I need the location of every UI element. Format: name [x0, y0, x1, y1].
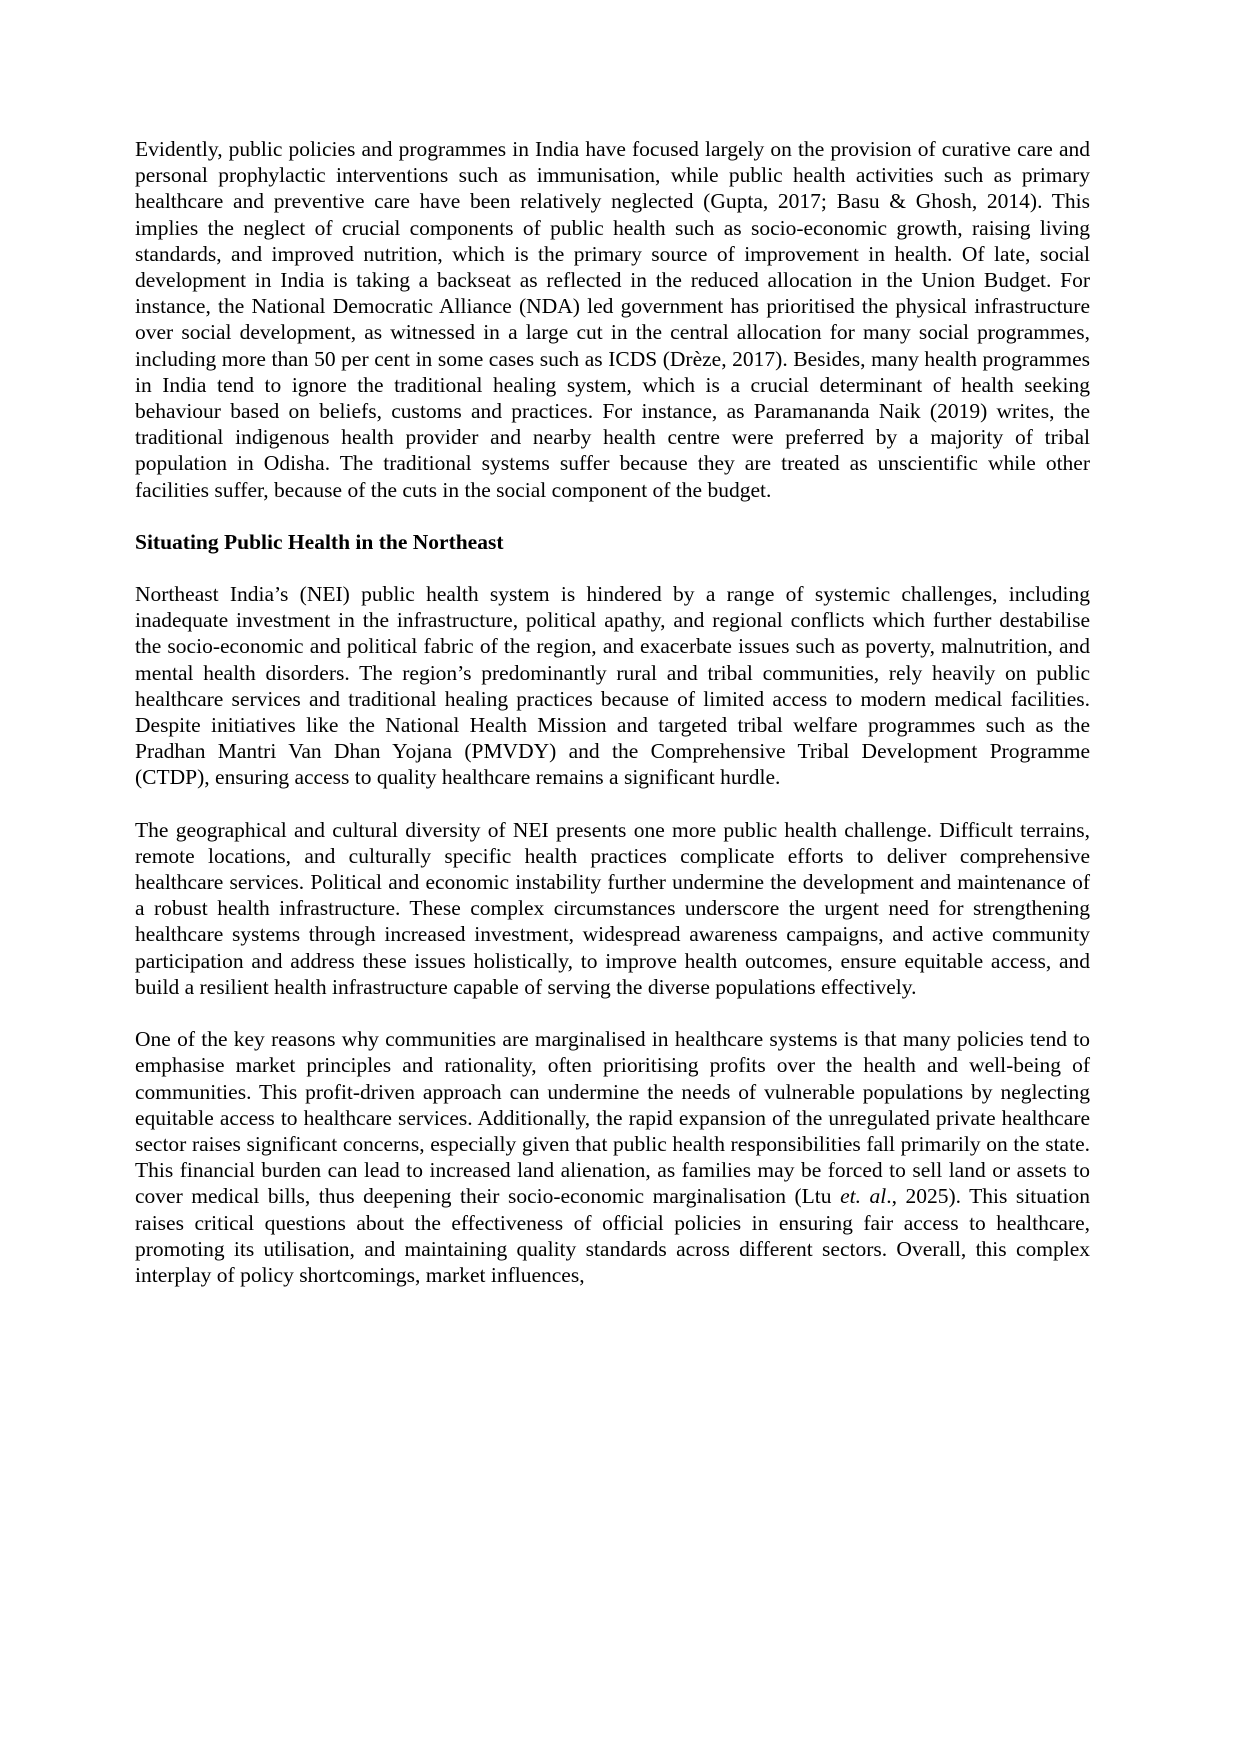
section-heading-situating-public-health: Situating Public Health in the Northeast	[135, 529, 504, 554]
paragraph-public-policies-india: Evidently, public policies and programmes in India have focused largely on the provision of curative care and personal prophylactic interventions such as immunisation, while public health activities such as primary healthcare and preventive care have been relatively neglected (Gupta, 2017; Basu & Ghosh, 2014). This implies the neglect of crucial components of public health such as socio-economic growth, raising living standards, and improved nutrition, which is the primary source of improvement in health. Of late, social development in India is taking a backseat as reflected in the reduced allocation in the Union Budget. For instance, the National Democratic Alliance (NDA) led government has prioritised the physical infrastructure over social development, as witnessed in a large cut in the central allocation for many social programmes, including more than 50 per cent in some cases such as ICDS (Drèze, 2017). Besides, many health programmes in India tend to ignore the traditional healing system, which is a crucial determinant of health seeking behaviour based on beliefs, customs and practices. For instance, as Paramananda Naik (2019) writes, the traditional indigenous health provider and nearby health centre were preferred by a majority of tribal population in Odisha. The traditional systems suffer because they are treated as unscientific while other facilities suffer, because of the cuts in the social component of the budget.	[135, 137, 1090, 502]
paragraph-geographical-cultural-diversity: The geographical and cultural diversity of NEI presents one more public health challenge. Difficult terrains, remote locations, and culturally specific health practices complicate efforts to deliver comprehensive healthcare services. Political and economic instability further undermine the development and maintenance of a robust health infrastructure. These complex circumstances underscore the urgent need for strengthening healthcare systems through increased investment, widespread awareness campaigns, and active community participation and address these issues holistically, to improve health outcomes, ensure equitable access, and build a resilient health infrastructure capable of serving the diverse populations effectively.	[135, 817, 1090, 999]
paragraph-marginalised-communities: One of the key reasons why communities are marginalised in healthcare systems is that many policies tend to emphasise market principles and rationality, often prioritising profits over the health and well-being of communities. This profit-driven approach can undermine the needs of vulnerable populations by neglecting equitable access to healthcare services. Additionally, the rapid expansion of the unregulated private healthcare sector raises significant concerns, especially given that public health responsibilities fall primarily on the state. This financial burden can lead to increased land alienation, as families may be forced to sell land or assets to cover medical bills, thus deepening their socio-economic marginalisation (Ltu et. al., 2025). This situation raises critical questions about the effectiveness of official policies in ensuring fair access to healthcare, promoting its utilisation, and maintaining quality standards across different sectors. Overall, this complex interplay of policy shortcomings, market influences,	[135, 1027, 1090, 1287]
paragraph-nei-health-system: Northeast India’s (NEI) public health system is hindered by a range of systemic challenges, including inadequate investment in the infrastructure, political apathy, and regional conflicts which further destabilise the socio-economic and political fabric of the region, and exacerbate issues such as poverty, malnutrition, and mental health disorders. The region’s predominantly rural and tribal communities, rely heavily on public healthcare services and traditional healing practices because of limited access to modern medical facilities. Despite initiatives like the National Health Mission and targeted tribal welfare programmes such as the Pradhan Mantri Van Dhan Yojana (PMVDY) and the Comprehensive Tribal Development Programme (CTDP), ensuring access to quality healthcare remains a significant hurdle.	[135, 582, 1090, 790]
